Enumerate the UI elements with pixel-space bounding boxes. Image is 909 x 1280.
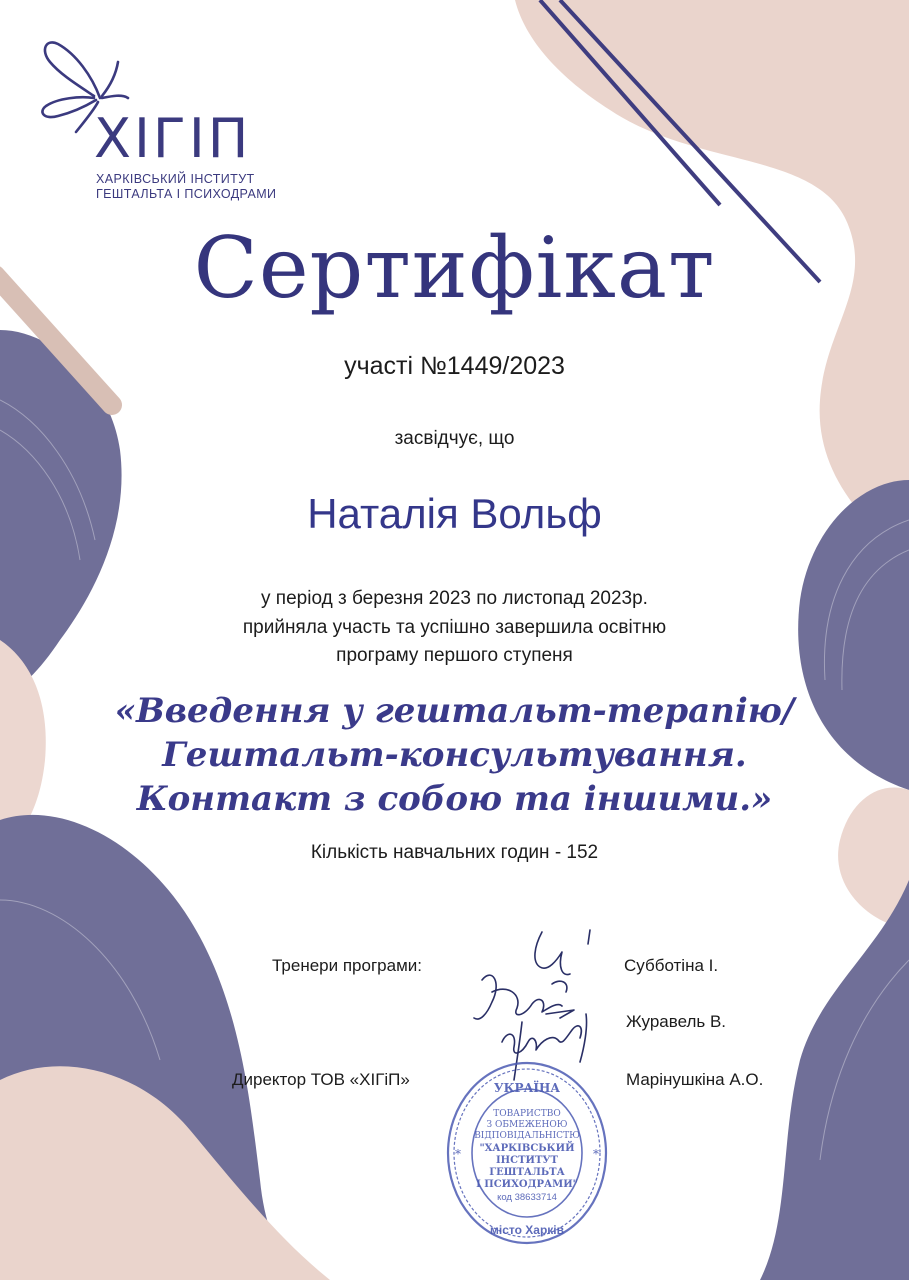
period-line-1: у період з березня 2023 по листопад 2023р. <box>261 588 648 609</box>
period-line-2: прийняла участь та успішно завершила освітню <box>242 617 667 638</box>
stamp-line-2: З ОБМЕЖЕНОЮ <box>486 1120 568 1130</box>
stamp-line-1: ТОВАРИСТВО <box>493 1109 561 1119</box>
director-label: Директор ТОВ «ХІГіП» <box>232 1070 410 1089</box>
logo-subtitle-line2: ГЕШТАЛЬТА І ПСИХОДРАМИ <box>96 187 277 201</box>
program-title-line-1: «Введення у гештальт-терапію/ <box>114 691 795 731</box>
stamp-top-text: УКРАЇНА <box>493 1081 561 1095</box>
stamp-line-3: ВІДПОВІДАЛЬНІСТЮ <box>474 1131 580 1141</box>
stamp-line-4: "ХАРКІВСЬКИЙ <box>479 1143 575 1154</box>
recipient-name: Наталія Вольф <box>307 490 602 537</box>
certifies-text: засвідчує, що <box>394 428 515 449</box>
logo-wordmark: ХІГІП <box>94 107 252 170</box>
certificate-title: Сертифікат <box>193 219 716 317</box>
stamp-bottom-text: місто Харків <box>490 1223 564 1237</box>
trainers-label: Тренери програми: <box>272 956 422 975</box>
trainer-name-1: Субботіна І. <box>624 956 719 975</box>
company-stamp <box>444 1058 610 1248</box>
study-hours: Кількість навчальних годин - 152 <box>310 842 599 863</box>
program-title-line-2: Гештальт-консультування. <box>162 735 747 775</box>
certificate-number: участі №1449/2023 <box>344 352 565 380</box>
trainer-name-2: Журавель В. <box>626 1012 727 1031</box>
stamp-line-5: ІНСТИТУТ <box>496 1155 558 1166</box>
program-title-line-3: Контакт з собою та іншими.» <box>136 779 773 819</box>
stamp-code: код 38633714 <box>497 1192 557 1203</box>
logo-subtitle-line1: ХАРКІВСЬКИЙ ІНСТИТУТ <box>96 172 255 186</box>
stamp-line-6: ГЕШТАЛЬТА <box>489 1167 565 1178</box>
director-name: Марінушкіна А.О. <box>626 1070 764 1089</box>
stamp-line-7: І ПСИХОДРАМИ" <box>476 1179 578 1190</box>
svg-text:*: * <box>455 1147 461 1161</box>
svg-text:*: * <box>593 1147 599 1161</box>
period-line-3: програму першого ступеня <box>336 645 573 666</box>
